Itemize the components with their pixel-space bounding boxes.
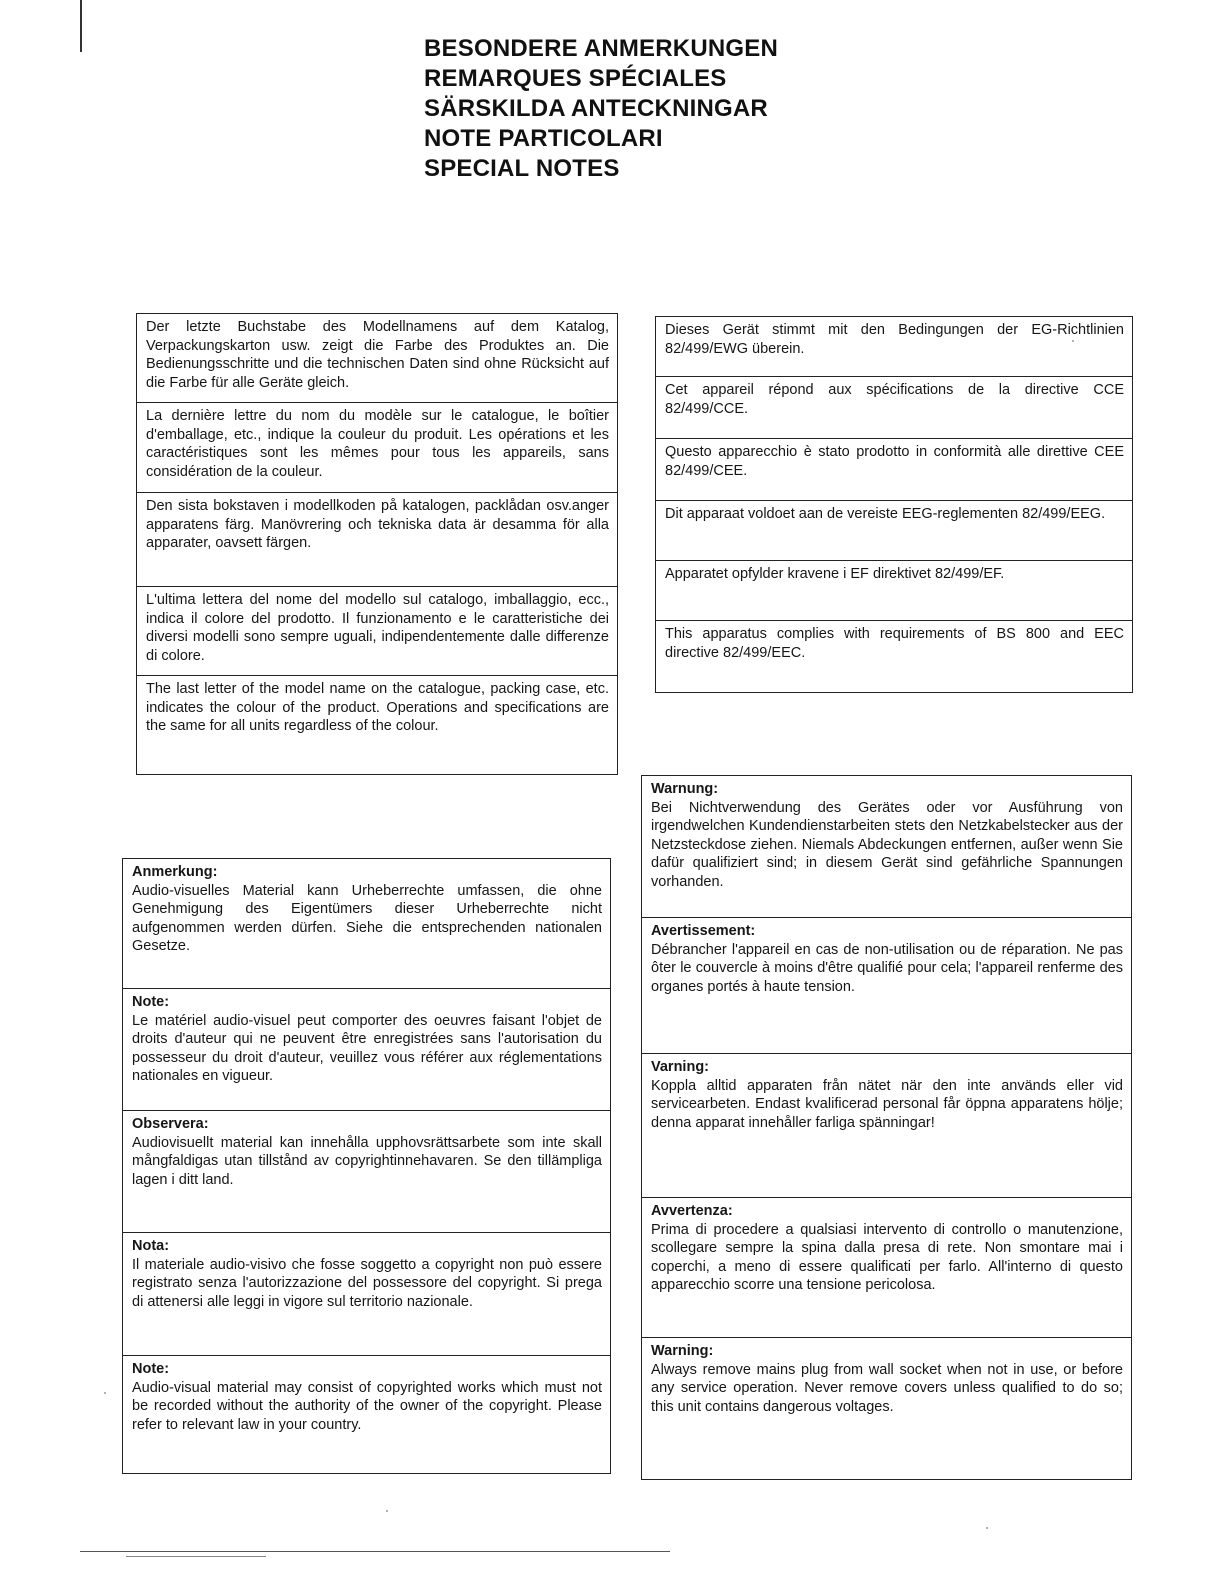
compliance-note-english: This apparatus complies with requirements of BS 800 and EEC directive 82/499/EEC. <box>665 626 1124 661</box>
page-title-block <box>424 34 844 184</box>
copyright-note-swedish-text: Audiovisuellt material kan innehålla upphovsrättsarbete som inte skall mångfaldigas utan tillstånd av copyrightinnehavaren. Se den tillämpliga lagen i ditt land. <box>132 1134 602 1188</box>
colour-note-italian: L'ultima lettera del nome del modello sul catalogo, imballaggio, ecc., indica il colore del prodotto. Il funzionamento e le caratteristiche dei diversi modelli sono sempre uguali, indipendentemente dalle differenze di colore. <box>137 587 617 676</box>
bottom-rule <box>80 1551 670 1552</box>
copyright-note-italian-heading: Nota: <box>132 1238 170 1254</box>
safety-warning-french-text: Débrancher l'appareil en cas de non-utilisation ou de réparation. Ne pas ôter le couvercle à moins d'être qualifié pour cela; l'appareil renferme des organes portés à haute tension. <box>651 941 1123 995</box>
page-title-italian: NOTE PARTICOLARI <box>424 125 663 152</box>
page-title-french: REMARQUES SPÉCIALES <box>424 65 727 92</box>
colour-note-english: The last letter of the model name on the catalogue, packing case, etc. indicates the colour of the product. Operations and specifications are the same for all units regardless of the colour. <box>146 681 609 735</box>
safety-warning-italian-text: Prima di procedere a qualsiasi intervento di controllo o manutenzione, scollegare sempre la spina dalla presa di rete. Non smontare mai i coperchi, a meno di essere qualificati per farlo. All'interno di questo apparecchio scorre una tensione pericolosa. <box>651 1221 1123 1294</box>
scan-speck <box>104 1392 106 1394</box>
copyright-notes-table <box>122 858 611 1474</box>
safety-warning-italian-heading: Avvertenza: <box>651 1203 733 1219</box>
colour-notes-table <box>136 313 618 775</box>
page-title-swedish: SÄRSKILDA ANTECKNINGAR <box>424 95 768 122</box>
safety-warnings-table <box>641 775 1132 1480</box>
compliance-notes-table <box>655 316 1133 693</box>
compliance-note-french: Cet appareil répond aux spécifications de la directive CCE 82/499/CCE. <box>656 377 1132 439</box>
copyright-note-swedish <box>123 1111 610 1233</box>
copyright-note-italian <box>123 1233 610 1356</box>
copyright-note-german <box>123 859 610 989</box>
safety-warning-english-text: Always remove mains plug from wall socket when not in use, or before any service operation. Never remove covers unless qualified to do so; this unit contains dangerous voltages. <box>651 1361 1123 1415</box>
compliance-note-dutch: Dit apparaat voldoet aan de vereiste EEG-reglementen 82/499/EEG. <box>656 501 1132 561</box>
compliance-note-danish: Apparatet opfylder kravene i EF direktivet 82/499/EF. <box>656 561 1132 621</box>
compliance-note-italian: Questo apparecchio è stato prodotto in conformità alle direttive CEE 82/499/CEE. <box>656 439 1132 501</box>
safety-warning-swedish-text: Koppla alltid apparaten från nätet när den inte används eller vid servicearbeten. Endast kvalificerad personal får öppna apparatens hölje; denna apparat innehåller farliga spänningar! <box>651 1077 1123 1131</box>
scan-speck <box>1072 340 1074 342</box>
colour-note-german: Der letzte Buchstabe des Modellnamens auf dem Katalog, Verpackungskarton usw. zeigt die Farbe des Produktes an. Die Bedienungsschritte und die technischen Daten sind ohne Rücksicht auf die Farbe für alle Geräte gleich. <box>137 314 617 403</box>
safety-warning-swedish-heading: Varning: <box>651 1059 710 1075</box>
scan-speck <box>986 1527 988 1529</box>
bottom-rule-fragment <box>126 1556 266 1557</box>
safety-warning-swedish <box>642 1054 1131 1198</box>
safety-warning-french <box>642 918 1131 1054</box>
compliance-note-german: Dieses Gerät stimmt mit den Bedingungen der EG-Richtlinien 82/499/EWG überein. <box>656 317 1132 377</box>
copyright-note-english-text: Audio-visual material may consist of copyrighted works which must not be recorded without the authority of the owner of the copyright. Please refer to relevant law in your country. <box>132 1379 602 1433</box>
safety-warning-english-heading: Warning: <box>651 1343 714 1359</box>
copyright-note-german-text: Audio-visuelles Material kann Urheberrechte umfassen, die ohne Genehmigung des Eigentümers dieser Urheberrechte nicht aufgenommen werden dürfen. Siehe die entsprechenden nationalen Gesetze. <box>132 882 602 955</box>
page-title-german: BESONDERE ANMERKUNGEN <box>424 35 779 62</box>
safety-warning-german-heading: Warnung: <box>651 781 719 797</box>
copyright-note-french-heading: Note: <box>132 994 170 1010</box>
copyright-note-swedish-heading: Observera: <box>132 1116 209 1132</box>
safety-warning-french-heading: Avertissement: <box>651 923 756 939</box>
safety-warning-italian <box>642 1198 1131 1338</box>
copyright-note-french-text: Le matériel audio-visuel peut comporter des oeuvres faisant l'objet de droits d'auteur qui ne peuvent être enregistrées sans l'autorisation du possesseur du droit d'auteur, veuillez vous référer aux réglementations nationales en vigueur. <box>132 1012 602 1085</box>
safety-warning-german-text: Bei Nichtverwendung des Gerätes oder vor Ausführung von irgendwelchen Kundendienstarbeiten stets den Netzkabelstecker aus der Netzsteckdose ziehen. Niemals Abdeckungen entfernen, außer wenn Sie dafür qualifiziert sind; in diesem Gerät sind gefährliche Spannungen vorhanden. <box>651 799 1123 890</box>
copyright-note-french <box>123 989 610 1111</box>
copyright-note-italian-text: Il materiale audio-visivo che fosse soggetto a copyright non può essere registrato senza l'autorizzazione del possessore del copyright. Si prega di attenersi alle leggi in vigore sul territorio nazionale. <box>132 1256 602 1310</box>
scan-speck <box>386 1510 388 1512</box>
safety-warning-english <box>642 1338 1131 1478</box>
copyright-note-german-heading: Anmerkung: <box>132 864 218 880</box>
copyright-note-english <box>123 1356 610 1472</box>
colour-note-swedish: Den sista bokstaven i modellkoden på katalogen, packlådan osv.anger apparatens färg. Manövrering och tekniska data är desamma för alla apparater, oavsett färgen. <box>137 493 617 587</box>
scan-edge-mark <box>80 0 82 52</box>
page-title-english: SPECIAL NOTES <box>424 155 620 182</box>
colour-note-french: La dernière lettre du nom du modèle sur le catalogue, le boîtier d'emballage, etc., indique la couleur du produit. Les opérations et les caractéristiques sont les mêmes pour tous les appareils, sans considération de la couleur. <box>137 403 617 493</box>
copyright-note-english-heading: Note: <box>132 1361 170 1377</box>
safety-warning-german <box>642 776 1131 918</box>
